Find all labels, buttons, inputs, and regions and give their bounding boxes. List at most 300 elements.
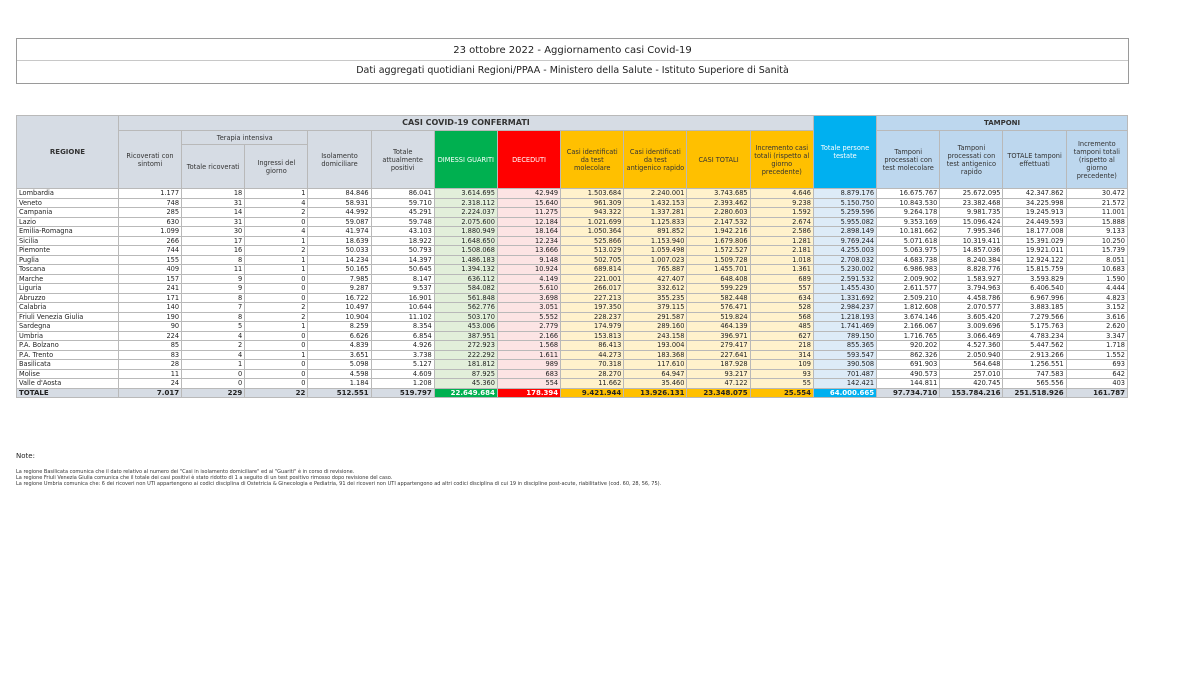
cell-isolamento: 4.839 (308, 341, 371, 351)
cell-test-antigenico: 765.887 (624, 265, 687, 275)
cell-casi-totali: 93.217 (687, 369, 750, 379)
cell-deceduti: 4.149 (497, 274, 560, 284)
cell-persone-testate: 855.365 (813, 341, 876, 351)
cell-ingressi-giorno: 0 (245, 360, 308, 370)
cell-totale-ricoverati: 11 (182, 265, 245, 275)
cell-incremento-casi: 1.281 (750, 236, 813, 246)
cell-tamponi-antigenico: 15.096.424 (940, 217, 1003, 227)
cell-casi-totali: 2.147.532 (687, 217, 750, 227)
cell-ricoverati: 1.177 (118, 189, 181, 199)
table-row (17, 341, 1128, 351)
cell-dimessi-guariti: 181.812 (434, 360, 497, 370)
cell-tamponi-totale: 5.175.763 (1003, 322, 1066, 332)
cell-isolamento: 5.098 (308, 360, 371, 370)
report-title: 23 ottobre 2022 - Aggiornamento casi Covid-19 (453, 45, 692, 56)
table-row (17, 246, 1128, 256)
cell-attualmente-positivi: 59.710 (371, 198, 434, 208)
table-row (17, 227, 1128, 237)
cell-regione: Toscana (17, 265, 119, 275)
table-row (17, 284, 1128, 294)
cell-tamponi-antigenico: 4.458.786 (940, 293, 1003, 303)
cell-deceduti: 1.568 (497, 341, 560, 351)
total-attualmente-positivi: 519.797 (371, 388, 434, 398)
cell-incremento-casi: 4.646 (750, 189, 813, 199)
total-incremento-tamponi: 161.787 (1066, 388, 1127, 398)
total-test-antigenico: 13.926.131 (624, 388, 687, 398)
cell-incremento-tamponi: 1.590 (1066, 274, 1127, 284)
cell-dimessi-guariti: 561.848 (434, 293, 497, 303)
cell-ricoverati: 24 (118, 379, 181, 389)
cell-tamponi-antigenico: 14.857.036 (940, 246, 1003, 256)
table-body (17, 189, 1128, 398)
cell-tamponi-antigenico: 3.009.696 (940, 322, 1003, 332)
table-row (17, 360, 1128, 370)
cell-persone-testate: 5.955.082 (813, 217, 876, 227)
cell-tamponi-totale: 18.177.008 (1003, 227, 1066, 237)
cell-tamponi-molecolare: 2.611.577 (877, 284, 940, 294)
cell-persone-testate: 2.708.032 (813, 255, 876, 265)
cell-incremento-casi: 314 (750, 350, 813, 360)
cell-attualmente-positivi: 59.748 (371, 217, 434, 227)
cell-persone-testate: 701.487 (813, 369, 876, 379)
cell-incremento-tamponi: 3.347 (1066, 331, 1127, 341)
col-header-casi-totali: CASI TOTALI (687, 131, 750, 189)
cell-tamponi-totale: 15.391.029 (1003, 236, 1066, 246)
cell-tamponi-antigenico: 2.070.577 (940, 303, 1003, 313)
cell-incremento-tamponi: 693 (1066, 360, 1127, 370)
cell-incremento-tamponi: 2.620 (1066, 322, 1127, 332)
table-row (17, 265, 1128, 275)
cell-totale-ricoverati: 9 (182, 274, 245, 284)
cell-tamponi-antigenico: 2.050.940 (940, 350, 1003, 360)
cell-test-molecolare: 513.029 (561, 246, 624, 256)
total-persone-testate: 64.000.665 (813, 388, 876, 398)
cell-test-molecolare: 1.050.364 (561, 227, 624, 237)
total-tamponi-molecolare: 97.734.710 (877, 388, 940, 398)
cell-ricoverati: 90 (118, 322, 181, 332)
cell-tamponi-antigenico: 8.828.776 (940, 265, 1003, 275)
cell-persone-testate: 789.150 (813, 331, 876, 341)
cell-test-antigenico: 379.115 (624, 303, 687, 313)
col-header-tamponi-antigenico: Tamponi processati con test antigenico rapido (940, 131, 1003, 189)
cell-persone-testate: 1.218.193 (813, 312, 876, 322)
cell-tamponi-antigenico: 3.066.469 (940, 331, 1003, 341)
cell-regione: Abruzzo (17, 293, 119, 303)
cell-regione: Veneto (17, 198, 119, 208)
cell-test-molecolare: 28.270 (561, 369, 624, 379)
cell-tamponi-totale: 3.883.185 (1003, 303, 1066, 313)
cell-casi-totali: 227.641 (687, 350, 750, 360)
cell-tamponi-antigenico: 564.648 (940, 360, 1003, 370)
cell-incremento-casi: 9.238 (750, 198, 813, 208)
cell-isolamento: 7.985 (308, 274, 371, 284)
cell-tamponi-molecolare: 10.843.530 (877, 198, 940, 208)
cell-test-molecolare: 227.213 (561, 293, 624, 303)
cell-incremento-casi: 627 (750, 331, 813, 341)
group-header-tamponi: TAMPONI (877, 116, 1128, 131)
cell-attualmente-positivi: 6.854 (371, 331, 434, 341)
cell-incremento-casi: 109 (750, 360, 813, 370)
cell-tamponi-molecolare: 691.903 (877, 360, 940, 370)
report-subtitle: Dati aggregati quotidiani Regioni/PPAA - Ministero della Salute - Istituto Superiore di Sanità (356, 65, 789, 76)
total-incremento-casi: 25.554 (750, 388, 813, 398)
cell-test-antigenico: 1.337.281 (624, 208, 687, 218)
cell-regione: Puglia (17, 255, 119, 265)
cell-tamponi-molecolare: 6.986.983 (877, 265, 940, 275)
cell-totale-ricoverati: 14 (182, 208, 245, 218)
total-dimessi-guariti: 22.649.684 (434, 388, 497, 398)
cell-ingressi-giorno: 2 (245, 208, 308, 218)
total-tamponi-totale: 251.518.926 (1003, 388, 1066, 398)
cell-isolamento: 18.639 (308, 236, 371, 246)
cell-regione: Marche (17, 274, 119, 284)
note-line: La regione Umbria comunica che: 6 dei ricoveri non UTI appartengono ai codici disciplina di Ostetricia & Ginecologia e Pediatria, 91 dei ricoveri non UTI appartengono ad altri codici disciplina di cui 19 in discipline post-acute, riabilitative (cod. 60, 28, 56, 75). (16, 481, 662, 488)
cell-ingressi-giorno: 1 (245, 255, 308, 265)
cell-casi-totali: 1.455.701 (687, 265, 750, 275)
cell-test-antigenico: 193.004 (624, 341, 687, 351)
table-row (17, 293, 1128, 303)
cell-test-molecolare: 11.662 (561, 379, 624, 389)
cell-test-molecolare: 689.814 (561, 265, 624, 275)
cell-tamponi-antigenico: 257.010 (940, 369, 1003, 379)
cell-tamponi-totale: 34.225.998 (1003, 198, 1066, 208)
cell-tamponi-antigenico: 9.981.735 (940, 208, 1003, 218)
cell-ingressi-giorno: 0 (245, 217, 308, 227)
cell-deceduti: 989 (497, 360, 560, 370)
cell-isolamento: 10.497 (308, 303, 371, 313)
cell-persone-testate: 2.591.532 (813, 274, 876, 284)
totals-row (17, 388, 1128, 398)
cell-tamponi-molecolare: 9.264.178 (877, 208, 940, 218)
cell-incremento-tamponi: 10.683 (1066, 265, 1127, 275)
cell-incremento-tamponi: 1.552 (1066, 350, 1127, 360)
cell-regione: Lombardia (17, 189, 119, 199)
cell-regione: Valle d'Aosta (17, 379, 119, 389)
total-ricoverati: 7.017 (118, 388, 181, 398)
note-line: La regione Friuli Venezia Giulia comunica che il totale dei casi positivi è stato ridotto di 1 a seguito di un test positivo rimosso dopo revisione del caso. (16, 475, 393, 482)
cell-tamponi-antigenico: 10.319.411 (940, 236, 1003, 246)
cell-ingressi-giorno: 2 (245, 312, 308, 322)
cell-isolamento: 9.287 (308, 284, 371, 294)
table-row (17, 189, 1128, 199)
cell-attualmente-positivi: 50.645 (371, 265, 434, 275)
cell-ingressi-giorno: 0 (245, 331, 308, 341)
cell-isolamento: 4.598 (308, 369, 371, 379)
table-row (17, 208, 1128, 218)
cell-persone-testate: 4.255.003 (813, 246, 876, 256)
cell-casi-totali: 279.417 (687, 341, 750, 351)
cell-test-molecolare: 1.021.699 (561, 217, 624, 227)
table-row (17, 255, 1128, 265)
cell-tamponi-totale: 19.921.011 (1003, 246, 1066, 256)
cell-casi-totali: 187.928 (687, 360, 750, 370)
cell-persone-testate: 2.898.149 (813, 227, 876, 237)
cell-test-antigenico: 35.460 (624, 379, 687, 389)
cell-tamponi-totale: 747.583 (1003, 369, 1066, 379)
table-row (17, 322, 1128, 332)
cell-incremento-casi: 1.018 (750, 255, 813, 265)
col-header-regione: REGIONE (17, 116, 119, 189)
cell-tamponi-molecolare: 144.811 (877, 379, 940, 389)
cell-incremento-tamponi: 3.616 (1066, 312, 1127, 322)
cell-ingressi-giorno: 2 (245, 246, 308, 256)
cell-casi-totali: 1.572.527 (687, 246, 750, 256)
cell-deceduti: 9.148 (497, 255, 560, 265)
cell-persone-testate: 1.331.692 (813, 293, 876, 303)
cell-isolamento: 84.846 (308, 189, 371, 199)
group-header-confermati: CASI COVID-19 CONFERMATI (118, 116, 813, 131)
cell-tamponi-antigenico: 3.794.963 (940, 284, 1003, 294)
cell-totale-ricoverati: 4 (182, 331, 245, 341)
cell-tamponi-totale: 12.924.122 (1003, 255, 1066, 265)
total-ingressi-giorno: 22 (245, 388, 308, 398)
report-title-box (16, 38, 1129, 84)
cell-totale-ricoverati: 0 (182, 369, 245, 379)
total-isolamento: 512.551 (308, 388, 371, 398)
cell-isolamento: 8.259 (308, 322, 371, 332)
cell-test-antigenico: 332.612 (624, 284, 687, 294)
cell-incremento-tamponi: 1.718 (1066, 341, 1127, 351)
cell-deceduti: 42.949 (497, 189, 560, 199)
cell-deceduti: 5.610 (497, 284, 560, 294)
cell-test-molecolare: 502.705 (561, 255, 624, 265)
cell-isolamento: 50.165 (308, 265, 371, 275)
cell-tamponi-totale: 24.449.593 (1003, 217, 1066, 227)
cell-casi-totali: 47.122 (687, 379, 750, 389)
cell-incremento-tamponi: 21.572 (1066, 198, 1127, 208)
cell-incremento-tamponi: 4.823 (1066, 293, 1127, 303)
cell-test-molecolare: 153.813 (561, 331, 624, 341)
cell-test-molecolare: 961.309 (561, 198, 624, 208)
col-header-attualmente-positivi: Totale attualmente positivi (371, 131, 434, 189)
cell-casi-totali: 576.471 (687, 303, 750, 313)
cell-ricoverati: 224 (118, 331, 181, 341)
cell-dimessi-guariti: 2.224.037 (434, 208, 497, 218)
cell-casi-totali: 582.448 (687, 293, 750, 303)
cell-totale-ricoverati: 7 (182, 303, 245, 313)
cell-tamponi-molecolare: 9.353.169 (877, 217, 940, 227)
table-row (17, 369, 1128, 379)
cell-totale-ricoverati: 8 (182, 293, 245, 303)
cell-persone-testate: 5.230.002 (813, 265, 876, 275)
cell-attualmente-positivi: 9.537 (371, 284, 434, 294)
cell-incremento-tamponi: 15.888 (1066, 217, 1127, 227)
cell-tamponi-molecolare: 16.675.767 (877, 189, 940, 199)
cell-test-molecolare: 221.001 (561, 274, 624, 284)
cell-tamponi-antigenico: 7.995.346 (940, 227, 1003, 237)
cell-test-antigenico: 1.007.023 (624, 255, 687, 265)
cell-attualmente-positivi: 14.397 (371, 255, 434, 265)
cell-tamponi-molecolare: 2.509.210 (877, 293, 940, 303)
cell-regione: Basilicata (17, 360, 119, 370)
cell-incremento-casi: 93 (750, 369, 813, 379)
cell-deceduti: 2.779 (497, 322, 560, 332)
cell-test-antigenico: 1.125.833 (624, 217, 687, 227)
cell-isolamento: 1.184 (308, 379, 371, 389)
cell-isolamento: 16.722 (308, 293, 371, 303)
cell-deceduti: 13.666 (497, 246, 560, 256)
cell-ricoverati: 630 (118, 217, 181, 227)
cell-ricoverati: 241 (118, 284, 181, 294)
cell-ricoverati: 266 (118, 236, 181, 246)
cell-dimessi-guariti: 222.292 (434, 350, 497, 360)
cell-totale-ricoverati: 5 (182, 322, 245, 332)
cell-ricoverati: 409 (118, 265, 181, 275)
cell-totale-ricoverati: 4 (182, 350, 245, 360)
cell-ricoverati: 171 (118, 293, 181, 303)
cell-tamponi-molecolare: 2.166.067 (877, 322, 940, 332)
cell-test-molecolare: 266.017 (561, 284, 624, 294)
cell-deceduti: 2.166 (497, 331, 560, 341)
total-casi-totali: 23.348.075 (687, 388, 750, 398)
cell-tamponi-antigenico: 23.382.468 (940, 198, 1003, 208)
col-header-tamponi-totale: TOTALE tamponi effettuati (1003, 131, 1066, 189)
col-header-dimessi-guariti: DIMESSI GUARITI (434, 131, 497, 189)
cell-regione: Emilia-Romagna (17, 227, 119, 237)
cell-ricoverati: 1.099 (118, 227, 181, 237)
cell-attualmente-positivi: 18.922 (371, 236, 434, 246)
cell-casi-totali: 3.743.685 (687, 189, 750, 199)
cell-test-antigenico: 1.432.153 (624, 198, 687, 208)
col-header-test-antigenico: Casi identificati da test antigenico rapido (624, 131, 687, 189)
cell-test-molecolare: 70.318 (561, 360, 624, 370)
cell-incremento-casi: 55 (750, 379, 813, 389)
cell-tamponi-totale: 2.913.266 (1003, 350, 1066, 360)
cell-deceduti: 18.164 (497, 227, 560, 237)
cell-totale-ricoverati: 8 (182, 312, 245, 322)
col-header-incremento-tamponi: Incremento tamponi totali (rispetto al giorno precedente) (1066, 131, 1127, 189)
group-header-terapia: Terapia intensiva (182, 131, 308, 145)
cell-ricoverati: 85 (118, 341, 181, 351)
cell-ingressi-giorno: 0 (245, 369, 308, 379)
cell-isolamento: 6.626 (308, 331, 371, 341)
total-test-molecolare: 9.421.944 (561, 388, 624, 398)
cell-totale-ricoverati: 9 (182, 284, 245, 294)
cell-deceduti: 554 (497, 379, 560, 389)
total-deceduti: 178.394 (497, 388, 560, 398)
table-row (17, 217, 1128, 227)
cell-ingressi-giorno: 1 (245, 236, 308, 246)
cell-tamponi-totale: 565.556 (1003, 379, 1066, 389)
cell-deceduti: 3.698 (497, 293, 560, 303)
cell-test-antigenico: 289.160 (624, 322, 687, 332)
cell-ricoverati: 140 (118, 303, 181, 313)
cell-ricoverati: 285 (118, 208, 181, 218)
cell-totale-ricoverati: 18 (182, 189, 245, 199)
cell-regione: Molise (17, 369, 119, 379)
cell-incremento-tamponi: 9.133 (1066, 227, 1127, 237)
cell-tamponi-totale: 6.967.996 (1003, 293, 1066, 303)
cell-totale-ricoverati: 16 (182, 246, 245, 256)
cell-ingressi-giorno: 0 (245, 379, 308, 389)
cell-tamponi-totale: 5.447.562 (1003, 341, 1066, 351)
cell-deceduti: 10.924 (497, 265, 560, 275)
cell-tamponi-antigenico: 1.583.927 (940, 274, 1003, 284)
cell-tamponi-molecolare: 4.683.738 (877, 255, 940, 265)
cell-dimessi-guariti: 87.925 (434, 369, 497, 379)
total-tamponi-antigenico: 153.784.216 (940, 388, 1003, 398)
cell-ricoverati: 83 (118, 350, 181, 360)
cell-regione: Campania (17, 208, 119, 218)
cell-tamponi-antigenico: 25.672.095 (940, 189, 1003, 199)
cell-ingressi-giorno: 1 (245, 322, 308, 332)
cell-tamponi-molecolare: 5.063.975 (877, 246, 940, 256)
cell-incremento-tamponi: 403 (1066, 379, 1127, 389)
cell-test-molecolare: 1.503.684 (561, 189, 624, 199)
notes-section (16, 452, 1116, 488)
cell-tamponi-molecolare: 5.071.618 (877, 236, 940, 246)
cell-isolamento: 59.087 (308, 217, 371, 227)
cell-casi-totali: 396.971 (687, 331, 750, 341)
cell-casi-totali: 2.280.603 (687, 208, 750, 218)
cell-persone-testate: 142.421 (813, 379, 876, 389)
col-header-incremento-casi: Incremento casi totali (rispetto al giorno precedente) (750, 131, 813, 189)
cell-casi-totali: 1.942.216 (687, 227, 750, 237)
cell-incremento-casi: 218 (750, 341, 813, 351)
title-divider (17, 60, 1128, 61)
cell-isolamento: 14.234 (308, 255, 371, 265)
cell-tamponi-totale: 7.279.566 (1003, 312, 1066, 322)
cell-incremento-casi: 1.361 (750, 265, 813, 275)
cell-test-molecolare: 197.350 (561, 303, 624, 313)
cell-deceduti: 5.552 (497, 312, 560, 322)
cell-dimessi-guariti: 562.776 (434, 303, 497, 313)
cell-regione: Lazio (17, 217, 119, 227)
cell-test-antigenico: 2.240.001 (624, 189, 687, 199)
covid-data-table (16, 115, 1128, 398)
cell-casi-totali: 1.509.728 (687, 255, 750, 265)
cell-regione: Liguria (17, 284, 119, 294)
cell-tamponi-molecolare: 2.009.902 (877, 274, 940, 284)
cell-dimessi-guariti: 2.318.112 (434, 198, 497, 208)
cell-incremento-tamponi: 11.001 (1066, 208, 1127, 218)
total-regione: TOTALE (17, 388, 119, 398)
cell-test-antigenico: 291.587 (624, 312, 687, 322)
cell-test-antigenico: 183.368 (624, 350, 687, 360)
col-header-ingressi-giorno: Ingressi del giorno (245, 145, 308, 189)
cell-dimessi-guariti: 453.006 (434, 322, 497, 332)
cell-test-antigenico: 1.153.940 (624, 236, 687, 246)
cell-totale-ricoverati: 31 (182, 198, 245, 208)
cell-test-antigenico: 427.407 (624, 274, 687, 284)
total-totale-ricoverati: 229 (182, 388, 245, 398)
cell-casi-totali: 464.139 (687, 322, 750, 332)
cell-incremento-casi: 528 (750, 303, 813, 313)
cell-tamponi-molecolare: 862.326 (877, 350, 940, 360)
cell-incremento-tamponi: 8.051 (1066, 255, 1127, 265)
cell-dimessi-guariti: 3.614.695 (434, 189, 497, 199)
note-line: La regione Basilicata comunica che il dato relativo al numero dei "Casi in isolamento domiciliare" ed ai "Guariti" è in corso di revisione. (16, 469, 355, 475)
cell-attualmente-positivi: 50.793 (371, 246, 434, 256)
cell-ingressi-giorno: 0 (245, 284, 308, 294)
cell-tamponi-molecolare: 10.181.662 (877, 227, 940, 237)
cell-dimessi-guariti: 272.923 (434, 341, 497, 351)
cell-ricoverati: 11 (118, 369, 181, 379)
cell-tamponi-molecolare: 920.202 (877, 341, 940, 351)
cell-regione: Sicilia (17, 236, 119, 246)
cell-attualmente-positivi: 5.127 (371, 360, 434, 370)
cell-test-antigenico: 243.158 (624, 331, 687, 341)
cell-tamponi-antigenico: 420.745 (940, 379, 1003, 389)
cell-dimessi-guariti: 1.394.132 (434, 265, 497, 275)
cell-test-molecolare: 86.413 (561, 341, 624, 351)
cell-test-antigenico: 891.852 (624, 227, 687, 237)
cell-attualmente-positivi: 4.926 (371, 341, 434, 351)
cell-deceduti: 1.611 (497, 350, 560, 360)
cell-incremento-casi: 1.592 (750, 208, 813, 218)
cell-dimessi-guariti: 1.508.068 (434, 246, 497, 256)
table-row (17, 379, 1128, 389)
